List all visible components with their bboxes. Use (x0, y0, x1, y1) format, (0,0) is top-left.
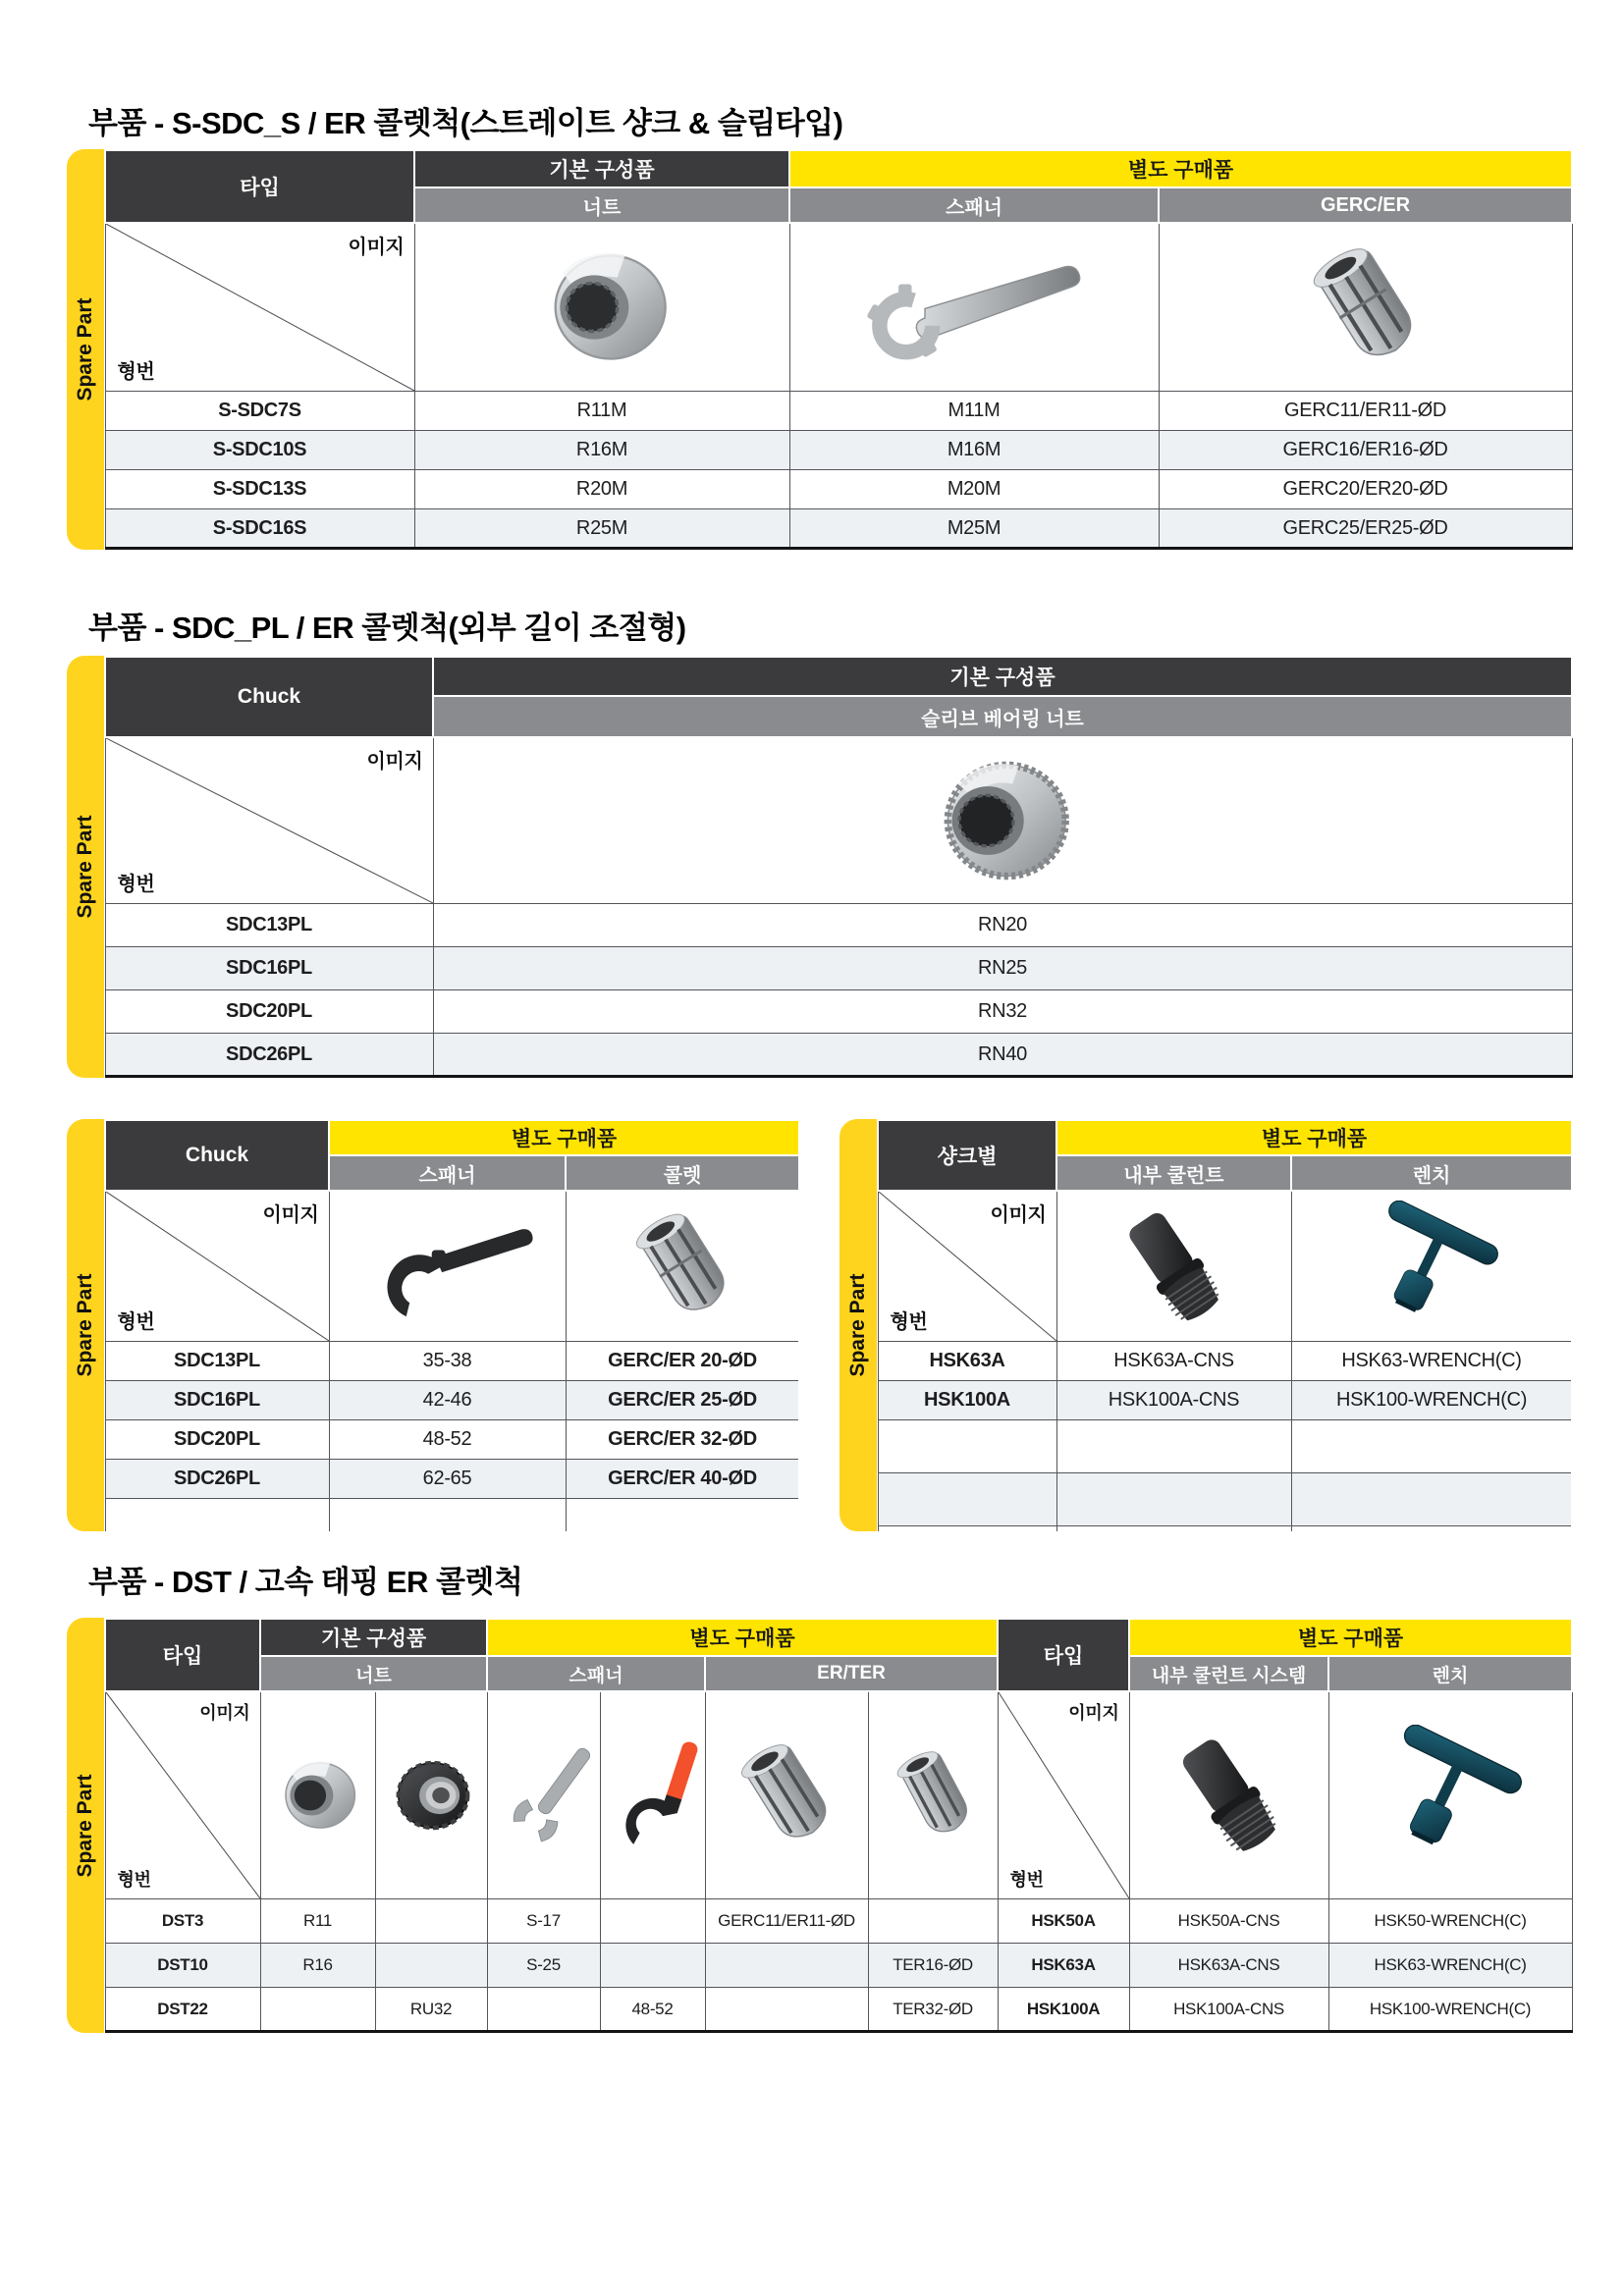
model-label: 형번 (1009, 1870, 1044, 1890)
model-label: 형번 (117, 1311, 155, 1333)
part-type-cell: SDC13PL (105, 1342, 329, 1381)
header-shank-type: 샹크별 (878, 1120, 1056, 1191)
hook-spanner-image-cell (329, 1191, 566, 1342)
model-label: 형번 (117, 361, 155, 383)
value-cell: HSK50A-CNS (1129, 1899, 1328, 1944)
empty-cell (105, 1499, 329, 1532)
model-label: 형번 (117, 874, 155, 895)
value-cell: GERC20/ER20-ØD (1159, 470, 1572, 509)
value-cell: 48-52 (600, 1988, 705, 2032)
part-type-cell: DST22 (105, 1988, 260, 2032)
sleeve-nut-image-cell (433, 737, 1572, 904)
table-row (105, 1460, 798, 1499)
value-cell: HSK100-WRENCH(C) (1291, 1381, 1571, 1420)
value-cell: GERC/ER 40-ØD (566, 1460, 798, 1499)
subheader-collet: 콜렛 (566, 1155, 798, 1191)
empty-cell (1291, 1420, 1571, 1473)
image-label: 이미지 (990, 1204, 1047, 1226)
value-cell: M20M (789, 470, 1159, 509)
table-row (105, 509, 1572, 549)
value-cell: HSK63-WRENCH(C) (1291, 1342, 1571, 1381)
spare-part-tab-label: Spare Part (74, 1273, 96, 1377)
table-row (878, 1342, 1571, 1381)
header-row (878, 1120, 1571, 1155)
empty-cell (329, 1499, 566, 1532)
value-cell: HSK63A-CNS (1056, 1342, 1291, 1381)
value-cell: HSK63A-CNS (1129, 1944, 1328, 1988)
image-row (878, 1191, 1571, 1342)
empty-cell (1056, 1420, 1291, 1473)
table-row (105, 1899, 1572, 1944)
table-row (105, 1342, 798, 1381)
empty-cell (1056, 1473, 1291, 1526)
subheader-spanner: 스패너 (487, 1656, 705, 1691)
black-nut-photo (379, 1752, 487, 1839)
section-title-dst: 부품 - DST / 고속 태핑 ER 콜렛척 (88, 1565, 523, 1599)
value-cell: R16M (414, 431, 789, 470)
value-cell: 42-46 (329, 1381, 566, 1420)
ter-collet-image-cell (868, 1691, 998, 1899)
part-type-cell: DST10 (105, 1944, 260, 1988)
header-optional-parts: 별도 구매품 (487, 1619, 998, 1656)
value-cell: 48-52 (329, 1420, 566, 1460)
ter-collet-photo (872, 1737, 996, 1853)
header-row (105, 657, 1572, 696)
subheader-row (105, 1656, 1572, 1691)
part-type-cell: SDC16PL (105, 947, 433, 990)
value-cell: TER32-ØD (868, 1988, 998, 2032)
t-handle-wrench-photo (1350, 1725, 1551, 1867)
castle-spanner-photo (851, 246, 1097, 369)
header-row (105, 150, 1572, 187)
part-type-cell: SDC20PL (105, 1420, 329, 1460)
header-chuck: Chuck (105, 657, 433, 737)
table-row (105, 904, 1572, 947)
table-row-empty (878, 1473, 1571, 1526)
value-cell: M25M (789, 509, 1159, 549)
part-type-cell: HSK50A (998, 1899, 1129, 1944)
spare-part-tab-label: Spare Part (74, 1773, 96, 1878)
subheader-spanner: 스패너 (789, 187, 1159, 223)
spare-parts-table-sdcpl-optional (67, 1119, 798, 1531)
value-cell: RU32 (375, 1988, 487, 2032)
spare-part-tab (67, 149, 104, 550)
value-cell: HSK50-WRENCH(C) (1328, 1899, 1572, 1944)
part-type-cell: SDC13PL (105, 904, 433, 947)
black-nut-image-cell (375, 1691, 487, 1899)
value-cell: R16 (260, 1944, 375, 1988)
er-collet-photo (1286, 234, 1444, 381)
collet-image-cell (566, 1191, 798, 1342)
part-type-cell: HSK100A (998, 1988, 1129, 2032)
header-type: 타입 (105, 150, 414, 223)
section-title-ssdc: 부품 - S-SDC_S / ER 콜렛척(스트레이트 샹크 & 슬림타입) (88, 106, 843, 140)
t-handle-wrench-photo (1338, 1201, 1526, 1333)
value-cell (600, 1899, 705, 1944)
spare-part-tab (67, 656, 104, 1078)
header-optional-parts-hsk: 별도 구매품 (1129, 1619, 1572, 1656)
coolant-adapter-image-cell (1056, 1191, 1291, 1342)
t-wrench-image-cell (1291, 1191, 1571, 1342)
subheader-spanner: 스패너 (329, 1155, 566, 1191)
table-row (105, 1034, 1572, 1077)
value-cell (375, 1899, 487, 1944)
subheader-nut: 너트 (260, 1656, 487, 1691)
image-row (105, 223, 1572, 392)
value-cell (260, 1988, 375, 2032)
hook-spanner-photo (353, 1202, 541, 1330)
image-label: 이미지 (366, 751, 423, 773)
subheader-sleeve-bearing-nut: 슬리브 베어링 너트 (433, 696, 1572, 737)
value-cell: GERC25/ER25-ØD (1159, 509, 1572, 549)
image-row (105, 1691, 1572, 1899)
collet-image-cell (705, 1691, 868, 1899)
image-row (105, 737, 1572, 904)
value-cell: GERC/ER 25-ØD (566, 1381, 798, 1420)
header-row (105, 1120, 798, 1155)
subheader-wrench: 렌치 (1328, 1656, 1572, 1691)
value-cell: GERC/ER 32-ØD (566, 1420, 798, 1460)
image-row (105, 1191, 798, 1342)
part-type-cell: SDC16PL (105, 1381, 329, 1420)
table-row-empty (878, 1420, 1571, 1473)
table-row-empty (105, 1499, 798, 1532)
empty-cell (1291, 1526, 1571, 1532)
value-cell: HSK100A-CNS (1129, 1988, 1328, 2032)
part-type-cell: HSK63A (878, 1342, 1056, 1381)
sdcpl-optional-table (104, 1119, 798, 1531)
spare-part-tab (67, 1119, 104, 1531)
subheader-wrench: 렌치 (1291, 1155, 1571, 1191)
image-label: 이미지 (262, 1204, 319, 1226)
er-collet-photo (718, 1732, 854, 1859)
table-row-empty (878, 1526, 1571, 1532)
value-cell: S-25 (487, 1944, 600, 1988)
value-cell: GERC11/ER11-ØD (705, 1899, 868, 1944)
header-type-hsk: 타입 (998, 1619, 1129, 1691)
value-cell: R11M (414, 392, 789, 431)
collet-image-cell (1159, 223, 1572, 392)
value-cell: R20M (414, 470, 789, 509)
table-row (105, 990, 1572, 1034)
header-basic-components: 기본 구성품 (433, 657, 1572, 696)
part-type-cell: S-SDC16S (105, 509, 414, 549)
value-cell: GERC16/ER16-ØD (1159, 431, 1572, 470)
image-model-diagonal-cell (105, 1191, 329, 1342)
value-cell: HSK63-WRENCH(C) (1328, 1944, 1572, 1988)
spare-parts-table-ssdc (67, 149, 1571, 550)
value-cell: S-17 (487, 1899, 600, 1944)
empty-cell (878, 1526, 1056, 1532)
value-cell: M16M (789, 431, 1159, 470)
header-optional-parts: 별도 구매품 (329, 1120, 798, 1155)
value-cell: 62-65 (329, 1460, 566, 1499)
coolant-adapter-image-cell (1129, 1691, 1328, 1899)
header-optional-parts: 별도 구매품 (1056, 1120, 1571, 1155)
spare-part-tab-label: Spare Part (846, 1273, 869, 1377)
nut-image-cell (414, 223, 789, 392)
spare-part-tab (67, 1618, 104, 2033)
part-type-cell: S-SDC7S (105, 392, 414, 431)
part-type-cell: HSK100A (878, 1381, 1056, 1420)
spare-parts-table-hsk-optional (839, 1119, 1571, 1531)
header-basic-components: 기본 구성품 (260, 1619, 487, 1656)
table-row (105, 470, 1572, 509)
subheader-internal-coolant-system: 내부 쿨런트 시스템 (1129, 1656, 1328, 1691)
ssdc-table (104, 149, 1573, 550)
header-optional-parts: 별도 구매품 (789, 150, 1572, 187)
value-cell: HSK100-WRENCH(C) (1328, 1988, 1572, 2032)
part-type-cell: DST3 (105, 1899, 260, 1944)
subheader-er-ter: ER/TER (705, 1656, 998, 1691)
hsk-optional-table (877, 1119, 1571, 1531)
part-type-cell: SDC20PL (105, 990, 433, 1034)
header-basic-components: 기본 구성품 (414, 150, 789, 187)
value-cell: R25M (414, 509, 789, 549)
image-label: 이미지 (1068, 1703, 1119, 1723)
sleeve-bearing-nut-photo (896, 743, 1109, 898)
empty-cell (1056, 1526, 1291, 1532)
image-label: 이미지 (348, 237, 405, 258)
red-hook-spanner-photo (604, 1732, 706, 1859)
value-cell (487, 1988, 600, 2032)
subheader-gerc-er: GERC/ER (1159, 187, 1572, 223)
value-cell: M11M (789, 392, 1159, 431)
t-wrench-image-cell (1328, 1691, 1572, 1899)
table-row (105, 431, 1572, 470)
spare-part-tab (839, 1119, 877, 1531)
spare-parts-table-dst (67, 1618, 1571, 2033)
empty-cell (878, 1473, 1056, 1526)
table-row (105, 1988, 1572, 2032)
subheader-nut: 너트 (414, 187, 789, 223)
spare-part-tab-label: Spare Part (74, 297, 96, 401)
table-row (105, 1381, 798, 1420)
header-chuck: Chuck (105, 1120, 329, 1191)
empty-cell (878, 1420, 1056, 1473)
empty-cell (566, 1499, 798, 1532)
part-type-cell: S-SDC13S (105, 470, 414, 509)
red-hook-spanner-image-cell (600, 1691, 705, 1899)
image-model-diagonal-cell (878, 1191, 1056, 1342)
value-cell: GERC11/ER11-ØD (1159, 392, 1572, 431)
value-cell: 35-38 (329, 1342, 566, 1381)
spare-part-tab-label: Spare Part (74, 815, 96, 919)
value-cell: RN20 (433, 904, 1572, 947)
image-label: 이미지 (199, 1703, 250, 1723)
part-type-cell: S-SDC10S (105, 431, 414, 470)
table-row (105, 947, 1572, 990)
model-label: 형번 (117, 1870, 151, 1890)
table-row (878, 1381, 1571, 1420)
sdcpl-table (104, 656, 1573, 1078)
spanner-image-cell (789, 223, 1159, 392)
er-nut-photo (264, 1752, 372, 1839)
value-cell (705, 1988, 868, 2032)
coolant-adapter-photo (1088, 1201, 1260, 1333)
table-row (105, 392, 1572, 431)
value-cell: GERC/ER 20-ØD (566, 1342, 798, 1381)
value-cell: RN32 (433, 990, 1572, 1034)
dst-table (104, 1618, 1573, 2033)
coolant-adapter-photo (1140, 1727, 1318, 1864)
value-cell: TER16-ØD (868, 1944, 998, 1988)
value-cell: RN40 (433, 1034, 1572, 1077)
subheader-internal-coolant: 내부 쿨런트 (1056, 1155, 1291, 1191)
image-model-diagonal-cell (105, 737, 433, 904)
er-collet-photo (612, 1201, 754, 1333)
spare-parts-table-sdcpl (67, 656, 1571, 1078)
value-cell (868, 1899, 998, 1944)
part-type-cell: SDC26PL (105, 1034, 433, 1077)
image-model-diagonal-cell (105, 223, 414, 392)
header-type: 타입 (105, 1619, 260, 1691)
model-label: 형번 (890, 1311, 928, 1333)
table-row (105, 1944, 1572, 1988)
image-model-diagonal-cell (105, 1691, 260, 1899)
value-cell: HSK100A-CNS (1056, 1381, 1291, 1420)
part-type-cell: SDC26PL (105, 1460, 329, 1499)
value-cell (705, 1944, 868, 1988)
open-end-wrench-image-cell (487, 1691, 600, 1899)
value-cell (600, 1944, 705, 1988)
nut-image-cell (260, 1691, 375, 1899)
er-nut-photo (516, 239, 688, 376)
value-cell: R11 (260, 1899, 375, 1944)
value-cell: RN25 (433, 947, 1572, 990)
section-title-sdcpl: 부품 - SDC_PL / ER 콜렛척(외부 길이 조절형) (88, 611, 686, 645)
part-type-cell: HSK63A (998, 1944, 1129, 1988)
open-end-wrench-photo (491, 1732, 601, 1859)
empty-cell (1291, 1473, 1571, 1526)
value-cell (375, 1944, 487, 1988)
image-model-diagonal-cell (998, 1691, 1129, 1899)
table-row (105, 1420, 798, 1460)
header-row (105, 1619, 1572, 1656)
